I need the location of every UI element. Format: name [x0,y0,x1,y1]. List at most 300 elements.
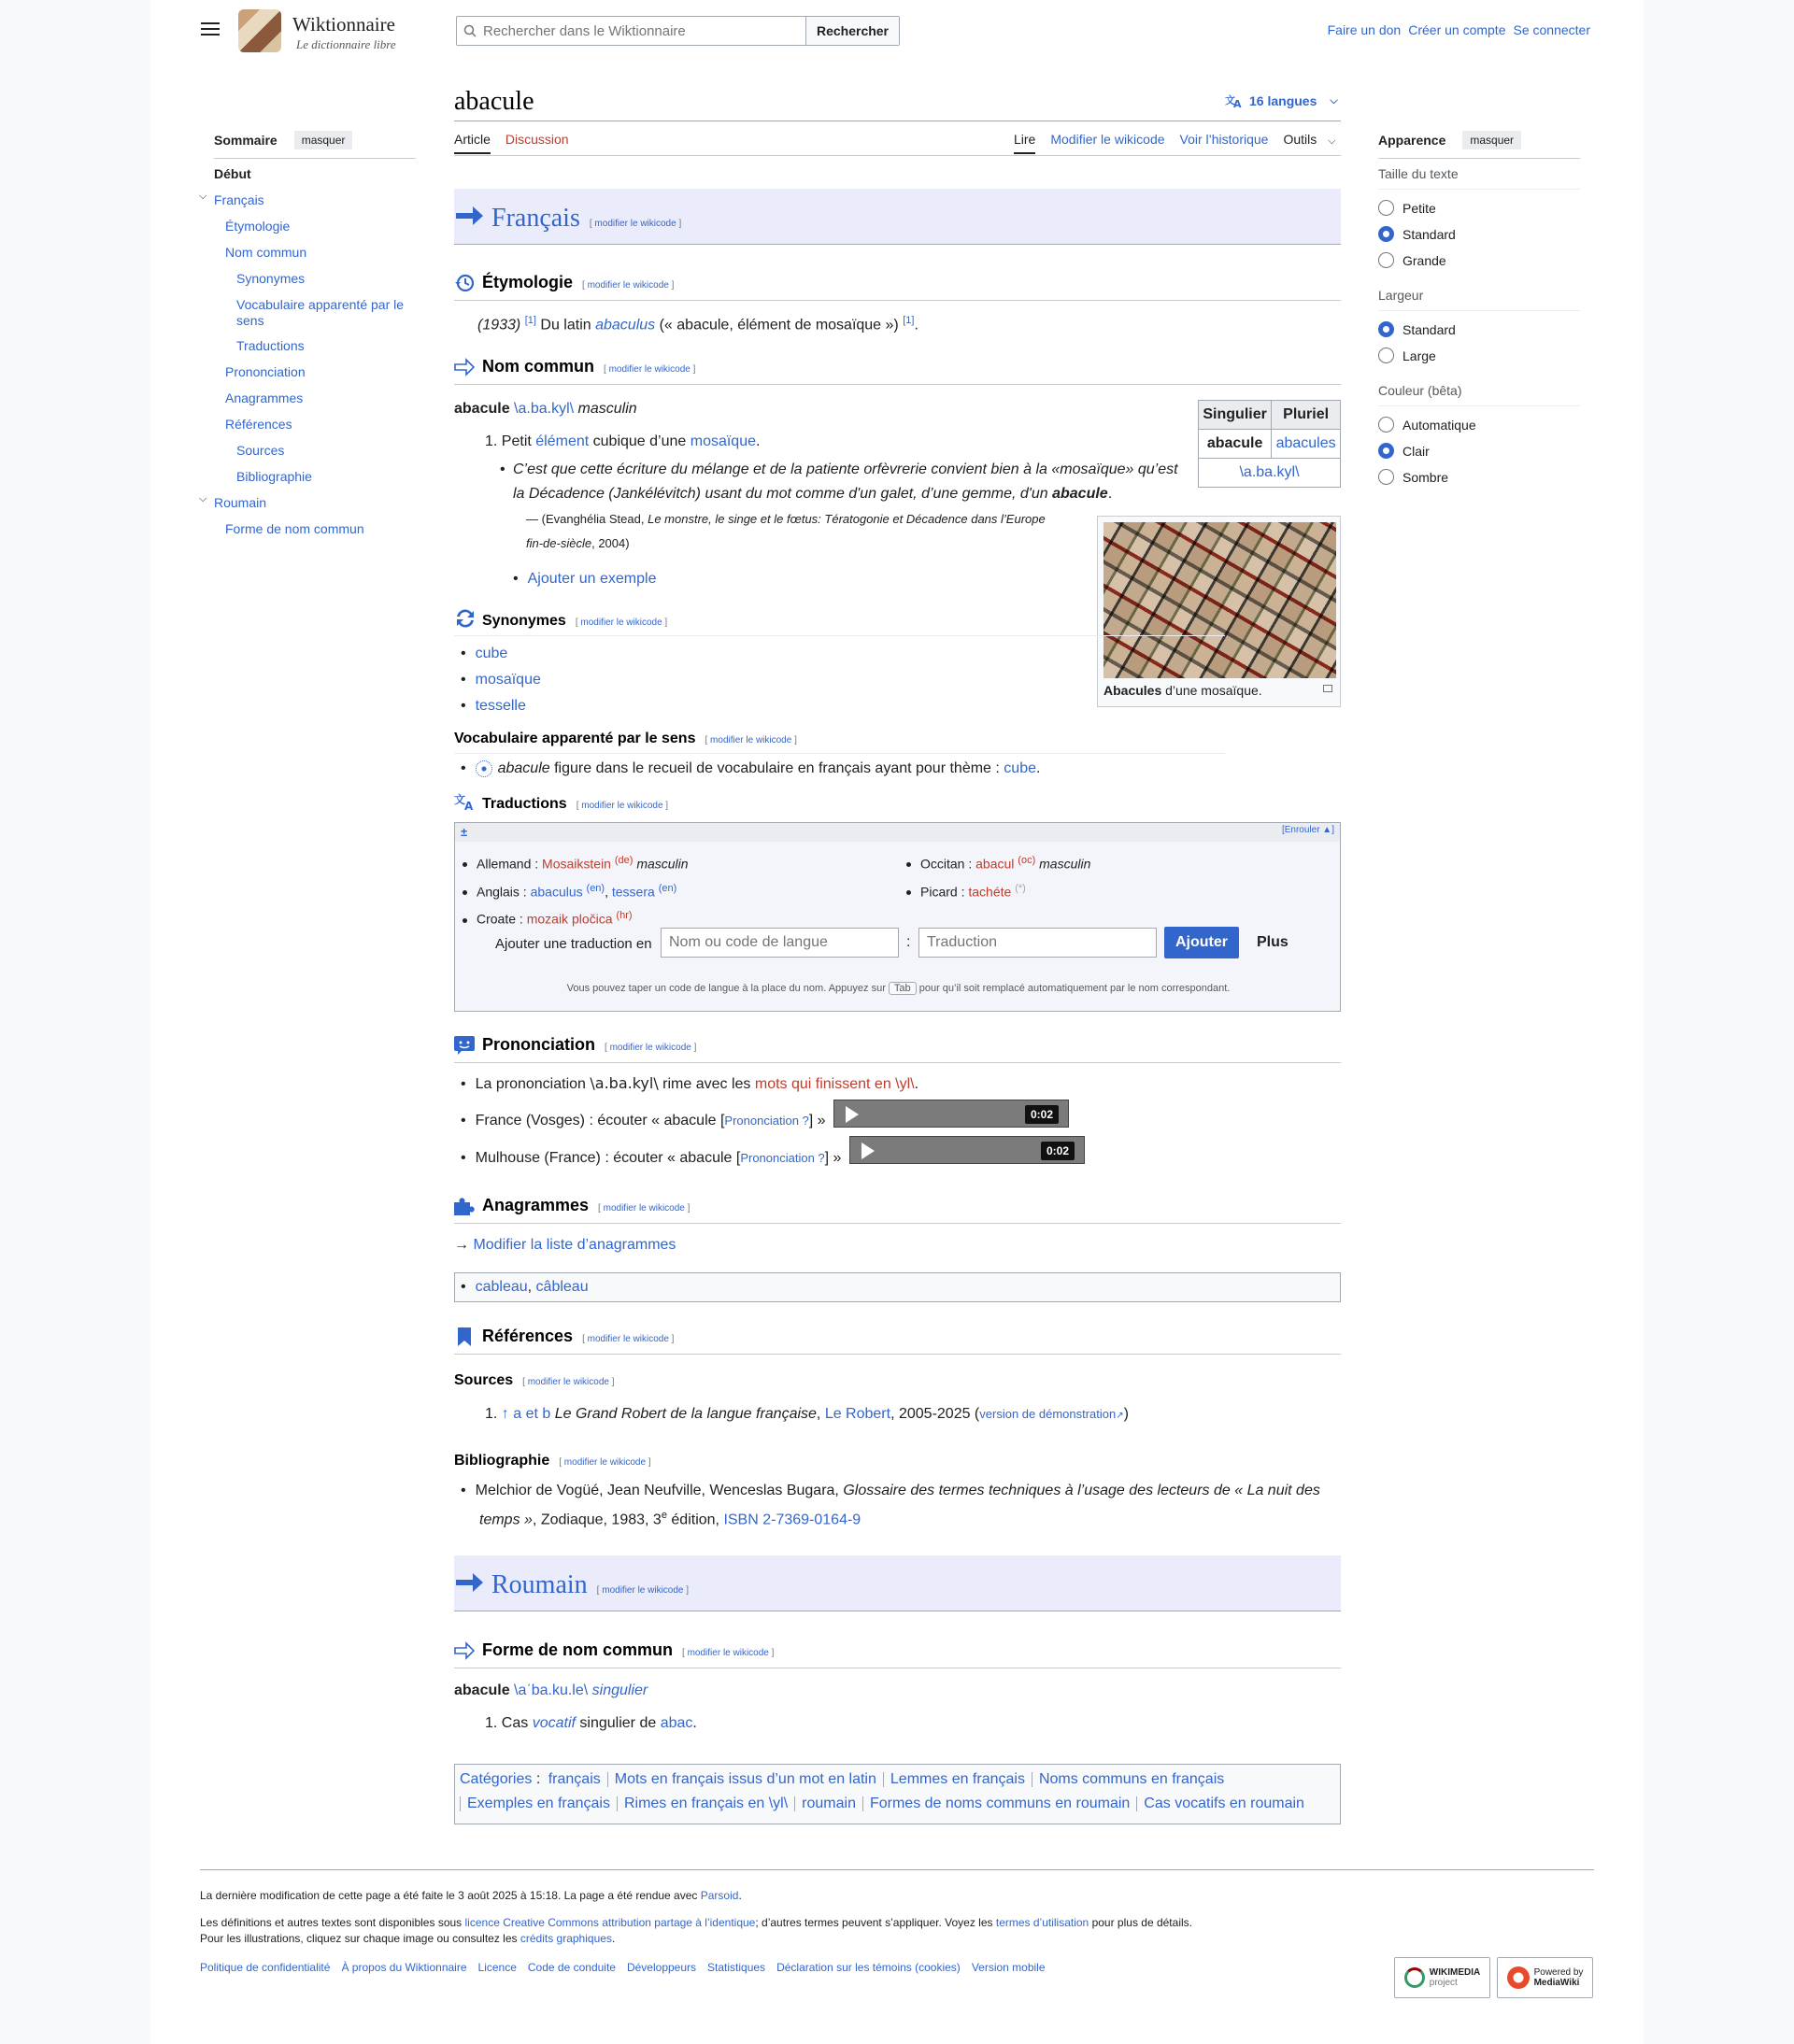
languages-button[interactable] [1225,93,1338,108]
audio-text: Mulhouse (France) : écouter « abacule [ [475,1150,741,1166]
edit-link[interactable]: [ modifier le wikicode ] [604,364,696,375]
demo-version-link[interactable]: version de démonstration [979,1407,1117,1421]
footer-link-about[interactable]: À propos du Wiktionnaire [341,1961,467,1974]
translation-hint [455,976,1342,1001]
footer-license: Les définitions et autres textes sont disponibles sous licence Creative Commons attribution partage à l’identique; d’autres termes peuvent s’appliquer. Voyez les termes d’utilisation pour plus de détails. Pour les illustrations, cliquez sur chaque image ou consultez les crédits graphiques. [200,1916,1192,1945]
definition-text: singulier de [579,1715,657,1731]
lang-name: Allemand : [477,856,539,872]
link-abacules[interactable]: abacules [1275,435,1336,451]
tab-read[interactable]: Lire [1014,132,1035,154]
heading-vocabulaire [454,731,1225,754]
toc-toggle-icon[interactable]: ⌵ [199,191,207,202]
headword-line [454,397,637,421]
lang-code-link[interactable]: (en) [586,882,605,894]
link-tesselle[interactable]: tesselle [475,698,526,714]
category-link[interactable]: français [548,1771,601,1787]
singular-link[interactable]: singulier [591,1682,648,1698]
toc-item-etymologie[interactable]: Étymologie [225,219,291,234]
text-size-label: Taille du texte [1378,166,1580,190]
source-title: Le Grand Robert de la langue française [554,1406,817,1422]
etym-link-abaculus[interactable]: abaculus [595,317,656,334]
site-wordmark[interactable] [292,13,396,52]
tab-edit[interactable]: Modifier le wikicode [1050,132,1165,147]
arrow-icon: → [454,1237,469,1253]
pron-text: La prononciation [475,1076,586,1092]
link-cube[interactable]: cube [475,646,508,661]
enlarge-icon[interactable] [1323,685,1332,692]
definition-text: Petit [501,433,532,449]
right-arrow-icon [456,206,484,226]
heading-bibliographie [454,1453,1341,1475]
lang-code-link[interactable]: (oc) [1018,855,1036,866]
audio-player-2[interactable] [849,1136,1085,1164]
toc-item-prononciation[interactable]: Prononciation [225,364,306,379]
page [150,0,1644,2044]
prononciation-title: Prononciation [482,1035,595,1054]
radio-icon [1378,200,1394,216]
footer-text: La dernière modification de cette page a été faite le 3 août 2025 à 15:18. La page a été rendue avec [200,1889,698,1902]
svg-text:文: 文 [454,793,466,806]
lang-name: Anglais : [477,884,527,900]
footer-divider [200,1869,1594,1870]
edit-link[interactable]: [ modifier le wikicode ] [582,1334,675,1344]
ref-link[interactable]: [1] [903,315,915,326]
pronunciation-help-link[interactable]: Prononciation ? [724,1114,809,1128]
tab-history[interactable]: Voir l’historique [1179,132,1269,147]
tab-article[interactable]: Article [454,132,491,154]
etymologie-title: Étymologie [482,273,574,291]
category-link[interactable]: Cas vocatifs en roumain [1144,1796,1304,1811]
svg-text:A: A [1233,98,1242,108]
footer-link-privacy[interactable]: Politique de confidentialité [200,1961,331,1974]
lang-code-link[interactable]: (en) [658,882,677,894]
source-text: , 2004) [591,536,630,550]
toc-item-francais[interactable]: Français [214,192,264,207]
link-cableau[interactable]: cableau [475,1279,528,1295]
heading-synonymes [454,613,1225,636]
donate-link[interactable]: Faire un don [1327,22,1402,37]
footer-text: Les définitions et autres textes sont disponibles sous [200,1916,463,1929]
bib-title: temps » [479,1512,533,1528]
backlink-arrow[interactable]: ↑ [501,1406,509,1422]
source-years: , 2005-2025 ( [890,1406,980,1422]
color-label: Couleur (bêta) [1378,383,1580,406]
category-link[interactable]: Formes de noms communs en roumain [869,1796,1131,1811]
edit-link[interactable]: [ modifier le wikicode ] [582,280,675,291]
footer-text: ; d’autres termes peuvent s’appliquer. Voyez les [755,1916,993,1929]
audio-item-1: • France (Vosges) : écouter « abacule [Prononciation ?] » [461,1113,826,1128]
right-arrow-outline-icon [454,358,475,376]
link-vocatif[interactable]: vocatif [532,1715,576,1731]
pron-ipa: \a.ba.kyl\ [590,1074,659,1092]
search-input[interactable] [483,17,805,45]
edit-link[interactable]: [ modifier le wikicode ] [605,1043,697,1053]
main-menu-button[interactable] [198,19,222,43]
edit-link[interactable]: [ modifier le wikicode ] [705,735,797,745]
collapse-label: Enrouler ▲ [1284,825,1332,835]
toc-item-anagrammes[interactable]: Anagrammes [225,390,304,405]
etymologie-text: (1933) [1] Du latin abaculus (« abacule, élément de mosaïque ») [1]. [477,315,918,334]
bibliography-item: • Melchior de Vogüé, Jean Neufville, Wenceslas Bugara, Glossaire des termes techniques à l’usage des lecteurs de « La nuit des temps », Zodiaque, 1983, 3e édition, ISBN 2-7369-0164-9 [461,1483,1320,1528]
table-header-singular: Singulier [1199,401,1272,430]
radio-color-auto[interactable] [1378,417,1476,433]
trans-link-oc[interactable]: abacul [975,856,1015,872]
pronunciation-link[interactable]: \aˈba.ku.le\ [514,1682,589,1698]
radio-label: Clair [1402,443,1430,459]
anagrams-box: • cableau, câbleau [454,1272,1341,1302]
edit-link[interactable]: [ modifier le wikicode ] [576,801,669,811]
category-link[interactable]: Mots en français issus d’un mot en latin [614,1771,876,1787]
radio-checked-icon [1378,226,1394,242]
radio-icon [1378,252,1394,268]
vocab-text: figure dans le recueil de vocabulaire en français ayant pour thème : [554,760,1000,776]
footer-text: Pour les illustrations, cliquez sur chaque image ou consultez les [200,1932,518,1945]
play-icon[interactable] [861,1143,875,1159]
category-link[interactable]: Lemmes en français [890,1771,1025,1787]
definition-text: Cas [501,1715,529,1731]
source-item-1: 1. ↑ a et b Le Grand Robert de la langue française, Le Robert, 2005-2025 (version de démonstration↗) [485,1406,1129,1422]
toc-item-synonymes[interactable]: Synonymes [236,271,306,286]
bib-authors: Melchior de Vogüé, Jean Neufville, Wenceslas Bugara, [475,1483,839,1498]
toc-item-vocabulaire[interactable]: Vocabulaire apparenté par le sens [236,297,405,328]
languages-label: 16 langues [1249,93,1317,108]
table-of-contents [199,131,416,536]
source-title: Le monstre, le singe et le fœtus: Tératogonie et Décadence dans l’Europe [648,512,1046,526]
source-text: — (Evanghélia Stead, [526,512,645,526]
mediawiki-logo-icon [1507,1966,1530,1989]
radio-text-standard[interactable] [1378,226,1456,242]
source-text: ) [1123,1406,1129,1422]
credits-link[interactable]: crédits graphiques [520,1932,612,1945]
external-link-icon: ↗ [1116,1411,1124,1421]
ref-link[interactable]: [1] [524,315,536,326]
lang-name: Picard : [920,884,965,900]
bib-title: Glossaire des termes techniques à l’usage des lecteurs de « La nuit des [843,1483,1320,1498]
toc-item-roumain[interactable]: Roumain [214,495,267,510]
right-arrow-icon [456,1572,484,1593]
definition-number: 1. [485,433,498,449]
wiktionnaire-logo[interactable] [238,9,281,52]
create-account-link[interactable]: Créer un compte [1408,22,1506,37]
link-cableau-accent[interactable]: câbleau [535,1279,589,1295]
audio-duration: 0:02 [1025,1105,1059,1124]
toc-hide-button[interactable]: masquer [294,131,353,149]
puzzle-icon [454,1197,475,1215]
radio-checked-icon [1378,443,1394,459]
translations-col1: Allemand : Mosaikstein $^{(de)}$ masculin Anglais : abaculus $^{(en)}$, tessera $^{(en)}$ Croate : mozaik pločica $^{(hr)}$ [463,848,689,931]
view-tabs [1014,132,1336,154]
ro-headword-line [454,1679,648,1703]
footer-link-license[interactable]: Licence [477,1961,517,1974]
toc-toggle-icon[interactable]: ⌵ [199,493,207,504]
add-translation-label: Ajouter une traduction en [495,936,652,952]
radio-label: Large [1402,348,1436,363]
category-link[interactable]: Exemples en français [467,1796,610,1811]
references-title: Références [482,1327,574,1345]
category-link[interactable]: Noms communs en français [1038,1771,1225,1787]
rhymes-link[interactable]: mots qui finissent en \yl\ [754,1076,915,1092]
rhyme-item: • La prononciation \a.ba.kyl\ rime avec les mots qui finissent en \yl\. [461,1074,919,1092]
footer-link-statistics[interactable]: Statistiques [707,1961,766,1974]
audio-duration: 0:02 [1041,1142,1075,1160]
badge-text: project [1429,1978,1458,1988]
ro-definition-1: 1. Cas vocatif singulier de abac. [485,1715,697,1731]
category-link[interactable]: roumain [802,1796,856,1811]
gender: masculin [1039,856,1091,872]
definition-1: 1. Petit élément cubique d’une mosaïque. [485,433,761,449]
radio-color-dark[interactable] [1378,469,1448,485]
trans-link-pcd[interactable]: tachéte [968,884,1012,900]
gender: masculin [577,401,637,417]
mosaic-image[interactable] [1103,522,1336,678]
chevron-down-icon: ⌵ [1330,94,1338,106]
tab-discussion[interactable]: Discussion [505,132,569,147]
toc-item-debut[interactable]: Début [214,166,251,181]
radio-label: Sombre [1402,469,1449,485]
collapse-link[interactable]: [Enrouler ▲] [1281,825,1334,835]
headword: abacule [454,401,510,417]
footer-link-developers[interactable]: Développeurs [626,1961,697,1974]
bib-sup: e [661,1510,667,1521]
translate-icon [454,792,477,811]
edit-link[interactable]: [ modifier le wikicode ] [589,219,682,229]
translation-word-input[interactable] [918,928,1157,958]
more-button[interactable]: Plus [1257,934,1289,950]
toc-item-nom-commun[interactable]: Nom commun [225,245,307,260]
edit-link[interactable]: [ modifier le wikicode ] [682,1648,775,1658]
page-title: abacule [454,87,534,116]
link-abac[interactable]: abac [660,1715,693,1731]
etym-text: (« abacule, élément de mosaïque ») [659,317,899,334]
synonyms-list: • cube • mosaïque • tesselle [461,646,541,714]
search-icon [457,17,483,45]
lang-code: (*) [1015,882,1026,894]
radio-checked-icon [1378,321,1394,337]
vocabulaire-title: Vocabulaire apparenté par le sens [454,731,696,746]
footer-last-modified: La dernière modification de cette page a été faite le 3 août 2025 à 15:18. La page a été rendue avec Parsoid. [200,1889,742,1902]
modify-anagrams-link[interactable]: Modifier la liste d’anagrammes [473,1237,676,1253]
history-icon [454,274,475,292]
trans-link-en-abaculus[interactable]: abaculus [530,884,583,900]
namespace-tabs [454,132,569,154]
example-source [526,507,1046,556]
user-links [1328,22,1590,37]
tools-label: Outils [1283,132,1317,147]
login-link[interactable]: Se connecter [1513,22,1590,37]
source-number: 1. [485,1406,498,1422]
terms-link[interactable]: termes d’utilisation [995,1916,1089,1929]
play-icon[interactable] [846,1106,859,1123]
category-link[interactable]: Rimes en français en \yl\ [623,1796,789,1811]
chevron-down-icon: ⌵ [1328,135,1336,147]
heading-francais: Français [491,204,580,233]
example-quote: • C’est que cette écriture du mélange et de la patiente orfèvrerie convient bien à la «mosaïque» qu’est la Décadence (Jankélévitch) usant du mot comme d'un galet, d’une gemme, d'un abacule. [500,461,1178,502]
heading-etymologie [454,273,1341,301]
etym-year: (1933) [477,317,521,334]
add-example-item: • Ajouter un exemple [513,571,657,587]
appearance-panel [1378,131,1580,485]
badge-text: Powered by [1533,1967,1584,1978]
site-tagline: Le dictionnaire libre [296,37,396,51]
footer-link-conduct[interactable]: Code de conduite [527,1961,616,1974]
link-cube-theme[interactable]: cube [1004,760,1036,776]
search-form [456,16,900,46]
sources-title: Sources [454,1372,514,1388]
svg-text:文: 文 [1225,94,1235,106]
radio-label: Standard [1402,226,1456,242]
caption-text: d’une mosaïque. [1165,683,1262,698]
translations-box [454,822,1341,1012]
trans-link-de[interactable]: Mosaikstein [542,856,611,872]
badge-text: MediaWiki [1533,1978,1580,1988]
image-thumbnail[interactable] [1097,516,1341,707]
audio-text: France (Vosges) : écouter « abacule [ [475,1113,725,1128]
link-mosaique[interactable]: mosaïque [690,433,756,449]
radio-text-small[interactable] [1378,200,1436,216]
appearance-heading: Apparence [1378,133,1446,148]
tabs-divider [454,155,1341,156]
translations-col2 [906,848,1090,903]
section-roumain [454,1555,1341,1611]
pron-text: rime avec les [662,1076,751,1092]
sync-icon [454,608,477,629]
link-mosaique[interactable]: mosaïque [475,672,541,688]
translation-language-input[interactable] [661,928,899,958]
site-name: Wiktionnaire [292,13,395,35]
toc-heading: Sommaire [214,133,278,148]
translate-icon [1225,93,1244,108]
toc-item-traductions[interactable]: Traductions [236,338,305,353]
license-link[interactable]: licence Creative Commons attribution partage à l’identique [464,1916,756,1929]
heading-roumain: Roumain [491,1570,588,1599]
toc-item-sources[interactable]: Sources [236,443,285,458]
etym-text: Du latin [540,317,591,334]
isbn-link[interactable]: ISBN 2-7369-0164-9 [723,1512,861,1528]
parsoid-link[interactable]: Parsoid [700,1889,739,1902]
thesaurus-icon [476,760,492,777]
lang-code-link[interactable]: (de) [614,855,634,866]
toc-item-bibliographie[interactable]: Bibliographie [236,469,312,484]
heading-anagrammes [454,1196,1341,1224]
table-header-plural: Pluriel [1272,401,1341,430]
edit-link[interactable]: [ modifier le wikicode ] [522,1377,615,1387]
bibliographie-title: Bibliographie [454,1453,550,1469]
gender: masculin [636,856,689,872]
audio-player-1[interactable] [833,1100,1069,1128]
radio-width-standard[interactable] [1378,321,1456,337]
backlinks-ab[interactable]: a et b [513,1406,551,1422]
footer-link-cookies[interactable]: Déclaration sur les témoins (cookies) [776,1961,961,1974]
radio-color-light[interactable] [1378,443,1430,459]
speech-icon [454,1036,475,1055]
audio-item-2: • Mulhouse (France) : écouter « abacule [Prononciation ?] » [461,1150,842,1166]
table-cell-singular: abacule [1199,430,1272,459]
image-caption [1103,683,1262,698]
trans-link-en-tessera[interactable]: tessera [611,884,655,900]
heading-prononciation [454,1035,1341,1063]
caption-bold: Abacules [1103,683,1162,698]
radio-label: Grande [1402,252,1446,268]
toc-item-references[interactable]: Références [225,417,292,432]
lang-code-link[interactable]: (hr) [616,910,633,922]
radio-width-large[interactable] [1378,348,1436,363]
hint-text: Vous pouvez taper un code de langue à la place du nom. Appuyez sur [566,983,886,994]
vocab-item: • abacule figure dans le recueil de vocabulaire en français ayant pour thème : cube. [461,760,1041,776]
wikimedia-badge[interactable] [1394,1957,1490,1998]
width-label: Largeur [1378,288,1580,311]
quote-bold: abacule [1052,486,1108,502]
colon: : [906,934,911,950]
translations-toggle-button[interactable]: ± [461,825,468,839]
radio-icon [1378,417,1394,433]
pronunciation-link[interactable]: \a.ba.kyl\ [514,401,575,417]
heading-nom-commun [454,357,1341,385]
toc-item-forme-nom-commun[interactable]: Forme de nom commun [225,521,364,536]
tools-menu[interactable] [1283,132,1335,154]
definition-number: 1. [485,1715,498,1731]
radio-text-large[interactable] [1378,252,1446,268]
bookmark-icon [454,1327,475,1346]
edit-link[interactable]: [ modifier le wikicode ] [559,1457,651,1468]
edit-link[interactable]: [ modifier le wikicode ] [596,1585,690,1596]
mediawiki-badge[interactable] [1497,1957,1593,1998]
footer-links [200,1960,1046,1976]
edit-link[interactable]: [ modifier le wikicode ] [598,1203,691,1214]
heading-traductions [454,793,1341,818]
heading-sources [454,1372,1341,1395]
categories-box: Catégories : français Mots en français issus d’un mot en latin Lemmes en français Noms communs en français Exemples en français Rimes en français en \yl\ roumain Formes de noms communs en roumain Cas vocatifs en roumain [454,1764,1341,1824]
edit-link[interactable]: [ modifier le wikicode ] [575,617,668,628]
heading-references [454,1327,1341,1355]
radio-label: Automatique [1402,417,1476,433]
audio-text: ] » [824,1150,842,1166]
link-le-robert[interactable]: Le Robert [824,1406,891,1422]
heading-forme-nom-commun [454,1640,1341,1668]
audio-text: ] » [808,1113,826,1128]
definition-text: cubique d’une [592,433,687,449]
appearance-hide-button[interactable]: masquer [1462,131,1521,149]
radio-icon [1378,348,1394,363]
table-pronunciation-link[interactable]: \a.ba.kyl\ [1239,464,1300,480]
headword: abacule [454,1682,510,1698]
quote-text: C’est que cette écriture du mélange et de la patiente orfèvrerie convient bien à la «mosaïque» qu’est [513,461,1178,477]
footer-link-mobile[interactable]: Version mobile [971,1961,1046,1974]
lang-name: Croate : [477,911,523,927]
hint-text: pour qu’il soit remplacé automatiquement par le nom correspondant. [918,983,1231,994]
radio-label: Standard [1402,321,1456,337]
section-francais [454,189,1341,245]
trans-link-hr[interactable]: mozaik pločica [526,911,613,927]
badge-text: WIKIMEDIA [1429,1967,1481,1978]
anagrammes-title: Anagrammes [482,1196,590,1214]
modify-anagrams [454,1233,676,1257]
search-button[interactable]: Rechercher [805,17,899,45]
bib-text: , Zodiaque, 1983, 3 [532,1512,662,1528]
quote-text: la Décadence (Jankélévitch) usant du mot comme d'un galet, d’une gemme, d'un [513,486,1048,502]
add-translation-button[interactable]: Ajouter [1164,927,1239,958]
pronunciation-help-link[interactable]: Prononciation ? [740,1151,825,1165]
svg-text:A: A [464,800,474,811]
add-example-link[interactable]: Ajouter un exemple [527,571,657,587]
synonymes-title: Synonymes [482,613,566,629]
right-arrow-outline-icon [454,1641,475,1660]
source-title: fin-de-siècle [526,536,592,550]
radio-label: Petite [1402,200,1436,216]
categories-link[interactable]: Catégories [460,1771,533,1787]
tab-key: Tab [889,982,917,995]
link-element[interactable]: élément [535,433,590,449]
vocab-word: abacule [497,760,550,776]
